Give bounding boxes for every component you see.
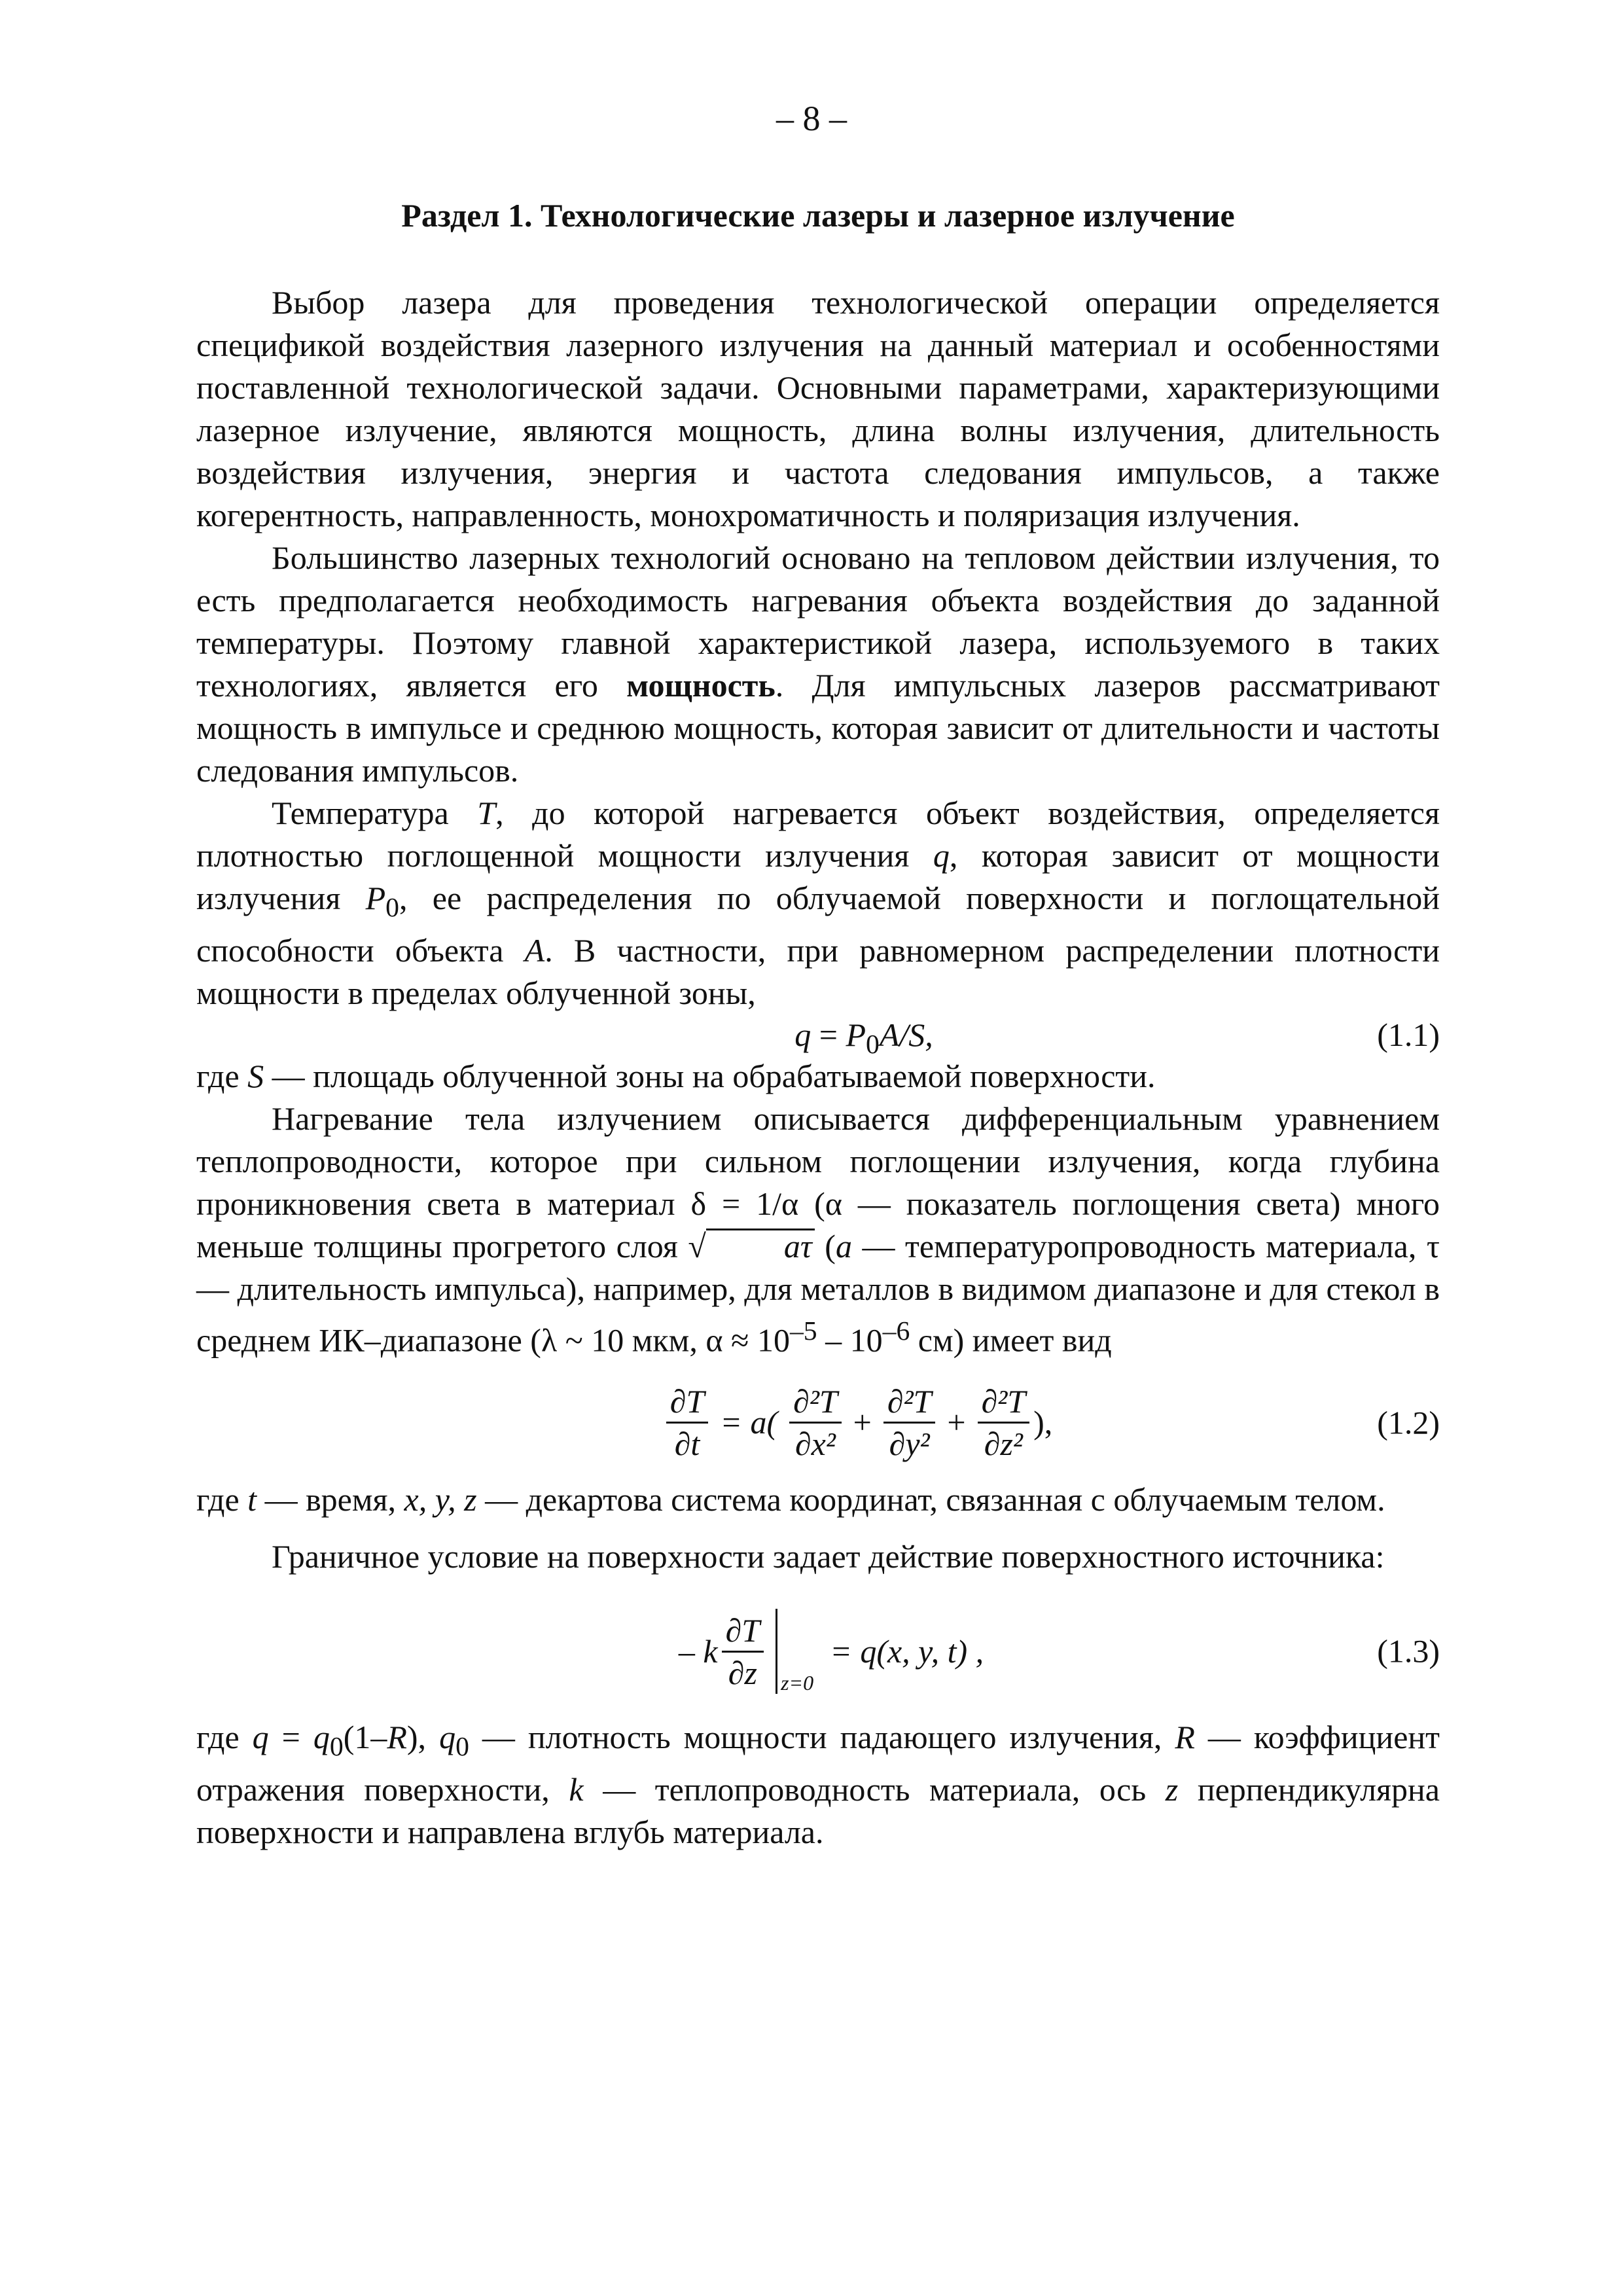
sqrt-symbol: √ — [688, 1228, 706, 1265]
equation-1-2: $\frac{\partial T}{\partial t}$ = a( $\frac{\text{∂²T}}{\text{∂x²}}$ + $\frac{\text{∂²T}}{\text{∂y²}}$ + $\frac{\text{∂²T}}{\text{∂z²}}$ ), (1.2) — [196, 1367, 1440, 1479]
paragraph-8: где $q = q_0(1-R)$, $q_0$ — плотность мощности падающего излучения, R — коэффициент отражения поверхности, k — теплопроводность материала, ось z перпендикулярна поверхности и направлена вглубь материала. — [196, 1718, 1440, 1850]
paragraph-2: Большинство лазерных технологий основано на тепловом действии излучения, то есть предполагается необходимость нагревания объекта воздействия до заданной температуры. Поэтому главной характеристикой лазера, используемого в таких технологиях, является его мощность. Для импульсных лазеров рассматривают мощность в импульсе и среднюю мощность, которая зависит от длительности и частоты следования импульсов. — [196, 539, 1440, 789]
equation-number-1-2: (1.2) — [1377, 1404, 1440, 1441]
body-text — [196, 281, 1440, 1854]
equation-number-1-1: (1.1) — [1377, 1016, 1440, 1053]
paragraph-6: где t — время, x, y, z — декартова система координат, связанная с облучаемым телом. — [196, 1480, 1385, 1518]
equation-1-3: – k $\frac{\partial T}{\partial z}$ z=0 = q(x, y, t) , (1.3) — [196, 1591, 1440, 1712]
section-title: Раздел 1. Технологические лазеры и лазерное излучение — [401, 197, 1235, 234]
paragraph-4: где S — площадь облученной зоны на обрабатываемой поверхности. — [196, 1058, 1156, 1094]
evaluation-bar: z=0 — [772, 1609, 777, 1694]
paragraph-5: Нагревание тела излучением описывается дифференциальным уравнением теплопроводности, которое при сильном поглощении излучения, когда глубина проникновения света в материал δ = 1/α (α — показатель поглощения света) много меньше толщины прогретого слоя √ aτ (a — температуропроводность материала, τ — длительность импульса), например, для металлов в видимом диапазоне и для стекол в среднем ИК–диапазоне (λ ~ 10 мкм, $\alpha \approx 10^{-5} - 10^{-6}$ см) имеет вид — [196, 1100, 1440, 1359]
equation-number-1-3: (1.3) — [1377, 1632, 1440, 1670]
equation-1-1: $q = P_0A/S$, (1.1) — [196, 1014, 1440, 1055]
paragraph-1: Выбор лазера для проведения технологической операции определяется спецификой воздействия лазерного излучения на данный материал и особенностями поставленной технологической задачи. Основными параметрами, характеризующими лазерное излучение, являются мощность, длина волны излучения, длительность воздействия излучения, энергия и частота следования импульсов, а также когерентность, направленность, монохроматичность и поляризация излучения. — [196, 284, 1440, 533]
page-number: – 8 – — [776, 99, 847, 138]
paragraph-3: Температура T, до которой нагревается объект воздействия, определяется плотностью поглощенной мощности излучения q, которая зависит от мощности излучения $P_0$, ее распределения по облучаемой поверхности и поглощательной способности объекта A. В частности, при равномерном распределении плотности мощности в пределах облученной зоны, — [196, 795, 1440, 1011]
paragraph-7: Граничное условие на поверхности задает действие поверхностного источника: — [272, 1537, 1385, 1575]
